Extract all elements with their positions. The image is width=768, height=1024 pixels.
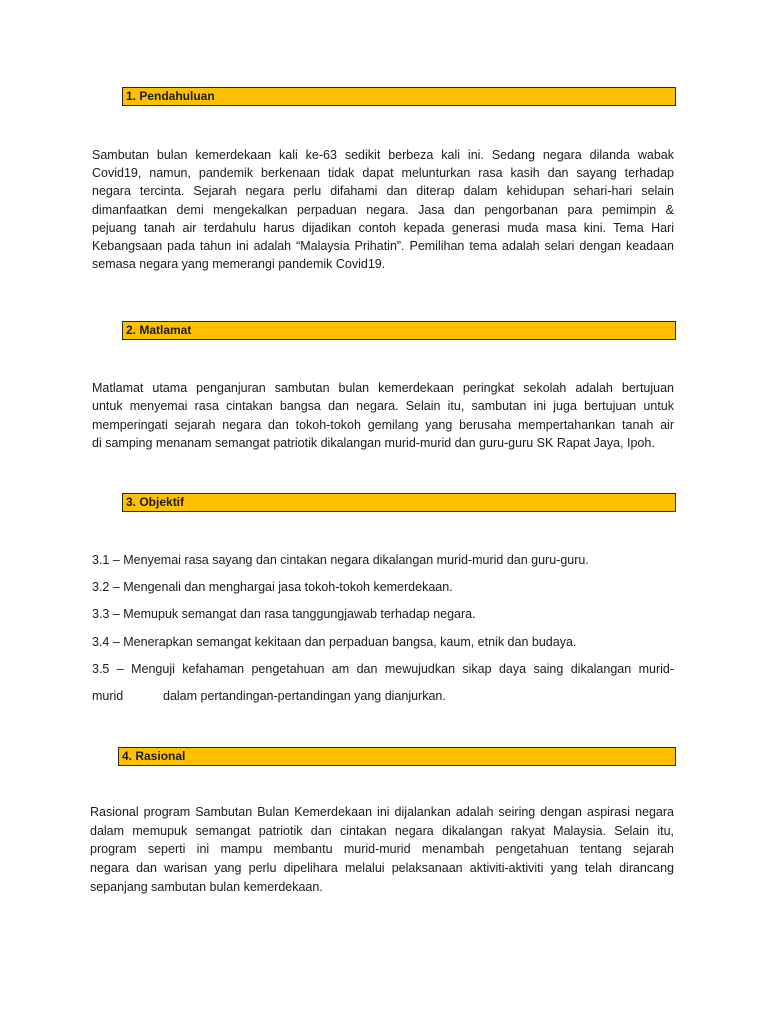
section-heading-text: 3. Objektif	[126, 495, 185, 509]
section-heading-text: 4. Rasional	[122, 749, 186, 763]
paragraph-line: negara dan warisan yang perlu dipelihara melalui pelaksanaan aktiviti-aktiviti yang telah dirancang	[90, 861, 674, 876]
paragraph-line: pejuang tanah air terdahulu harus dijadikan contoh kepada generasi muda masa kini. Tema Hari	[92, 220, 674, 235]
paragraph-line: Sambutan bulan kemerdekaan kali ke-63 sedikit berbeza kali ini. Sedang negara dilanda wabak	[92, 148, 674, 162]
paragraph-line: Matlamat utama penganjuran sambutan bulan kemerdekaan peringkat sekolah adalah bertujuan	[92, 381, 674, 395]
paragraph-line: Covid19, namun, pandemik berkenaan tidak dapat melunturkan rasa kasih dan sayang terhadap	[92, 166, 674, 181]
section-heading-pendahuluan	[122, 87, 676, 106]
objective-item: 3.5 – Menguji kefahaman pengetahuan am dan mewujudkan sikap daya saing dikalangan murid-	[92, 661, 674, 676]
continuation-rest: dalam pertandingan-pertandingan yang dianjurkan.	[163, 688, 446, 703]
paragraph-line: dimanfaatkan demi mengekalkan perpaduan negara. Jasa dan pengorbanan para pemimpin &	[92, 202, 674, 217]
matlamat-paragraph	[92, 379, 674, 452]
rasional-paragraph	[90, 803, 674, 896]
objective-item-continuation	[92, 683, 674, 710]
paragraph-line: Kebangsaan pada tahun ini adalah “Malaysia Prihatin”. Pemilihan tema adalah selari dengan keadaan	[92, 238, 674, 253]
section-heading-text: 1. Pendahuluan	[126, 89, 215, 103]
paragraph-line: di samping menanam semangat patriotik dikalangan murid-murid dan guru-guru SK Rapat Jaya, Ipoh.	[92, 435, 655, 450]
paragraph-line: Rasional program Sambutan Bulan Kemerdekaan ini dijalankan adalah seiring dengan aspirasi negara	[90, 805, 674, 819]
objective-item: 3.2 – Mengenali dan menghargai jasa tokoh-tokoh kemerdekaan.	[92, 580, 453, 595]
paragraph-line: memperingati sejarah negara dan tokoh-tokoh gemilang yang berusaha mempertahankan tanah air	[92, 417, 674, 432]
section-heading-objektif	[122, 493, 676, 512]
continuation-first-word: murid	[92, 688, 124, 703]
paragraph-line: sepanjang sambutan bulan kemerdekaan.	[90, 879, 323, 894]
section-heading-text: 2. Matlamat	[126, 323, 192, 337]
paragraph-line: dalam memupuk semangat patriotik dan cintakan negara dikalangan rakyat Malaysia. Selain itu,	[90, 823, 674, 838]
paragraph-line: program seperti ini mampu membantu murid-murid menambah pengetahuan tentang sejarah	[90, 842, 674, 857]
section-heading-rasional	[118, 747, 676, 766]
paragraph-line: untuk menyemai rasa cintakan bangsa dan negara. Selain itu, sambutan ini juga bertujuan untuk	[92, 399, 674, 414]
pendahuluan-paragraph	[92, 146, 674, 273]
objective-item: 3.1 – Menyemai rasa sayang dan cintakan negara dikalangan murid-murid dan guru-guru.	[92, 553, 589, 567]
paragraph-line: negara tercinta. Sejarah negara perlu difahami dan diterap dalam kehidupan sehari-hari selain	[92, 184, 674, 199]
objective-item: 3.3 – Memupuk semangat dan rasa tanggungjawab terhadap negara.	[92, 607, 476, 622]
paragraph-line: semasa negara yang memerangi pandemik Covid19.	[92, 257, 386, 272]
objektif-list	[92, 547, 674, 710]
objective-item: 3.4 – Menerapkan semangat kekitaan dan perpaduan bangsa, kaum, etnik dan budaya.	[92, 634, 577, 649]
section-heading-matlamat	[122, 321, 676, 340]
